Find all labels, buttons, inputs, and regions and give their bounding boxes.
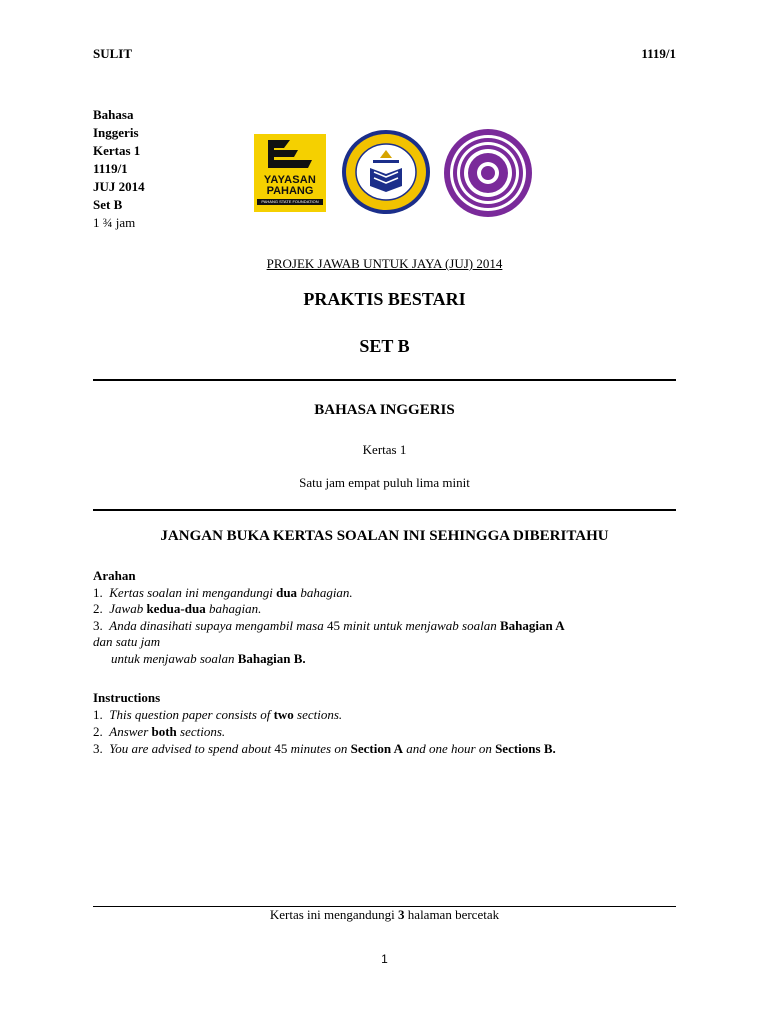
jabatan-pelajaran-emblem-icon	[340, 128, 432, 216]
subject-block	[93, 106, 145, 232]
arahan-item-1	[93, 585, 353, 601]
arahan-item-3	[93, 618, 565, 634]
subject-line: Bahasa	[93, 107, 134, 122]
main-title: PRAKTIS BESTARI	[303, 289, 466, 309]
subject-line: JUJ 2014	[93, 179, 145, 194]
paper-label: Kertas 1	[362, 442, 407, 457]
item-text: Jawab	[109, 601, 147, 616]
item-bold: Section A	[350, 741, 403, 756]
divider-middle	[93, 509, 676, 511]
item-bold: kedua-dua	[146, 601, 206, 616]
subject-line: Set B	[93, 197, 123, 212]
project-title: PROJEK JAWAB UNTUK JAYA (JUJ) 2014	[266, 256, 503, 271]
footer-note	[93, 907, 676, 923]
set-title: SET B	[359, 336, 410, 356]
subject-line: Inggeris	[93, 125, 139, 140]
item-text: sections.	[293, 707, 343, 722]
duration-words: Satu jam empat puluh lima minit	[299, 475, 470, 490]
item-text: You are advised to spend about	[109, 741, 275, 756]
instructions-item-2	[93, 724, 225, 740]
item-text: Answer	[109, 724, 152, 739]
item-minutes: 45	[274, 741, 288, 756]
item-bold: Sections B.	[495, 741, 556, 756]
header-left: SULIT	[93, 46, 133, 61]
header-right: 1119/1	[641, 46, 676, 61]
item-bold: Bahagian A	[499, 618, 565, 633]
item-number: 3.	[93, 741, 103, 756]
arahan-item-3-continuation	[111, 651, 306, 667]
arahan-heading: Arahan	[93, 568, 136, 583]
yayasan-logo-text-top: YAYASAN	[263, 174, 317, 186]
item-text: minutes on	[287, 741, 351, 756]
item-text: bahagian.	[297, 585, 353, 600]
duration: 1 ¾ jam	[93, 215, 136, 230]
yayasan-logo-tagline: PAHANG STATE FOUNDATION	[257, 199, 323, 205]
footer-page-count: 3	[398, 907, 405, 922]
item-text: minit untuk menjawab soalan	[340, 618, 500, 633]
subject-line: Kertas 1	[93, 143, 141, 158]
subject-title: BAHASA INGGERIS	[314, 402, 455, 418]
subject-line: 1119/1	[93, 161, 128, 176]
instructions-heading: Instructions	[93, 690, 161, 705]
item-text: bahagian.	[205, 601, 262, 616]
instructions-item-3	[93, 741, 556, 757]
item-number: 2.	[93, 724, 103, 739]
item-text: untuk menjawab soalan	[111, 651, 238, 666]
item-bold: dua	[276, 585, 298, 600]
footer-text: Kertas ini mengandungi	[269, 907, 399, 922]
item-text: Anda dinasihati supaya mengambil masa	[109, 618, 327, 633]
jabatan-pelajaran-logo	[340, 128, 432, 216]
item-bold: both	[151, 724, 177, 739]
footer-text: halaman bercetak	[404, 907, 500, 922]
spiral-emblem-icon	[442, 127, 534, 219]
yayasan-pahang-logo	[254, 134, 326, 212]
arahan-item-2	[93, 601, 261, 617]
instructions-item-1	[93, 707, 342, 723]
item-number: 1.	[93, 707, 103, 722]
item-number: 2.	[93, 601, 103, 616]
arahan-item-3-wrap: dan satu jam	[93, 634, 161, 649]
item-bold: Bahagian B.	[237, 651, 306, 666]
spiral-logo	[442, 127, 534, 219]
item-minutes: 45	[327, 618, 340, 633]
divider-top	[93, 379, 676, 381]
yayasan-logo-text-bottom: PAHANG	[266, 185, 314, 197]
item-text: sections.	[176, 724, 226, 739]
item-number: 3.	[93, 618, 103, 633]
item-number: 1.	[93, 585, 103, 600]
item-bold: two	[273, 707, 294, 722]
page-number: 1	[381, 952, 388, 966]
item-text: Kertas soalan ini mengandungi	[109, 585, 277, 600]
item-text: This question paper consists of	[109, 707, 274, 722]
warning-text: JANGAN BUKA KERTAS SOALAN INI SEHINGGA DIBERITAHU	[160, 528, 609, 544]
item-text: and one hour on	[402, 741, 496, 756]
